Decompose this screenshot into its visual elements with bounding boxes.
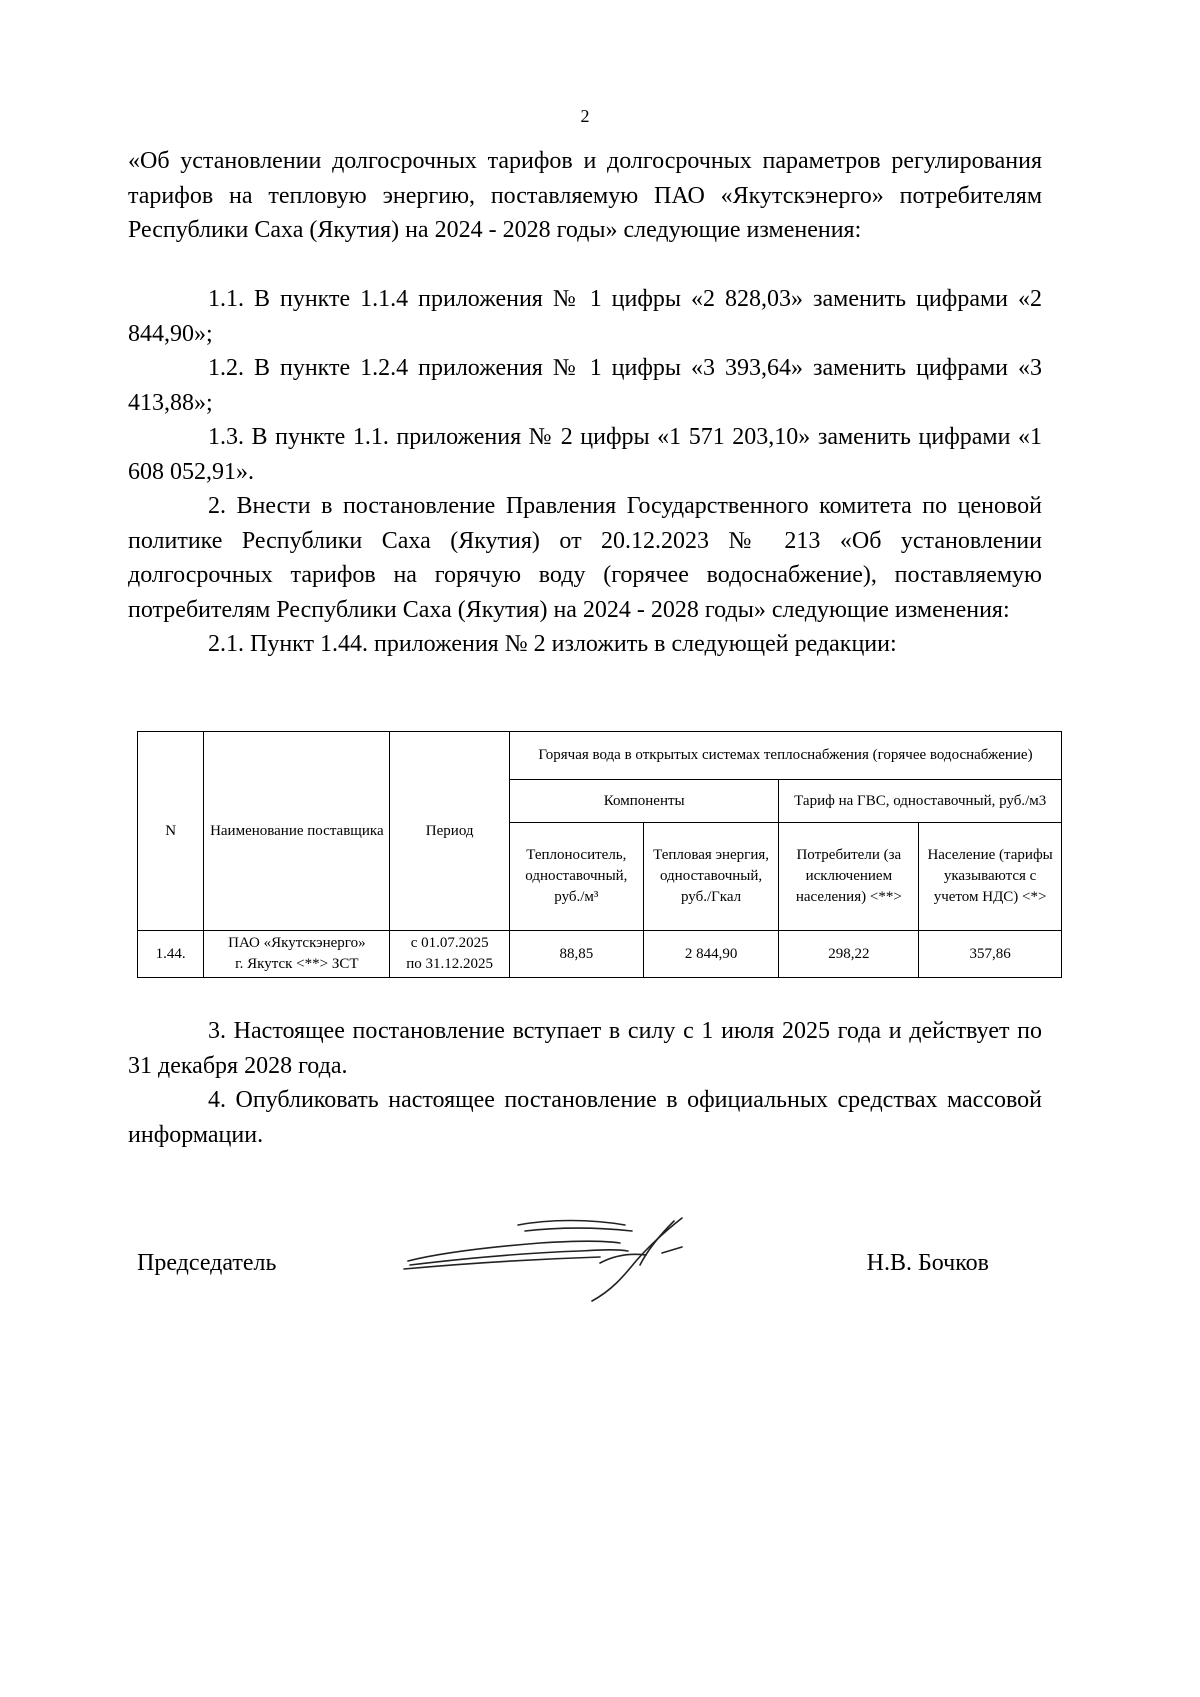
cell-n: 1.44. xyxy=(138,931,204,978)
handwritten-signature xyxy=(400,1213,690,1305)
cell-heat: 2 844,90 xyxy=(643,931,779,978)
header-period: Период xyxy=(390,732,510,931)
header-n: N xyxy=(138,732,204,931)
item-1-3: 1.3. В пункте 1.1. приложения № 2 цифры «1 571 203,10» заменить цифрами «1 608 052,91». xyxy=(128,424,1042,485)
cell-period xyxy=(390,931,510,978)
item-1-2: 1.2. В пункте 1.2.4 приложения № 1 цифры «3 393,64» заменить цифрами «3 413,88»; xyxy=(128,355,1042,416)
header-components: Компоненты xyxy=(509,780,778,823)
cell-supplier-line2: г. Якутск <**> ЗСТ xyxy=(235,956,359,972)
header-population: Население (тарифы указываются с учетом НДС) <*> xyxy=(919,823,1062,931)
intro-paragraph xyxy=(128,144,1042,248)
item-4: 4. Опубликовать настоящее постановление в официальных средствах массовой информации. xyxy=(128,1087,1042,1148)
cell-period-line2: по 31.12.2025 xyxy=(406,956,494,972)
item-1-1: 1.1. В пункте 1.1.4 приложения № 1 цифры «2 828,03» заменить цифрами «2 844,90»; xyxy=(128,286,1042,347)
cell-carrier: 88,85 xyxy=(509,931,643,978)
header-tariff: Тариф на ГВС, одноставочный, руб./м3 xyxy=(779,780,1062,823)
cell-population: 357,86 xyxy=(919,931,1062,978)
intro-text: «Об установлении долгосрочных тарифов и долгосрочных параметров регулирования тарифов на тепловую энергию, поставляемую ПАО «Якутскэнерго» потребителям Республики Саха (Якутия) на 2024 - 2028 годы» следующие изменения: xyxy=(128,148,1042,243)
header-hot-water-group: Горячая вода в открытых системах теплоснабжения (горячее водоснабжение) xyxy=(509,732,1061,780)
cell-consumers: 298,22 xyxy=(779,931,919,978)
page-number: 2 xyxy=(580,106,590,126)
closing-paragraphs xyxy=(128,1014,1042,1152)
header-carrier: Теплоноситель, одноставочный, руб./м³ xyxy=(509,823,643,931)
cell-period-line1: с 01.07.2025 xyxy=(410,935,489,951)
amendment-items xyxy=(128,282,1042,662)
tariff-table xyxy=(137,731,1062,978)
header-supplier: Наименование поставщика xyxy=(204,732,390,931)
header-heat: Тепловая энергия, одноставочный, руб./Гкал xyxy=(643,823,779,931)
cell-supplier xyxy=(204,931,390,978)
item-2: 2. Внести в постановление Правления Государственного комитета по ценовой политике Республики Саха (Якутия) от 20.12.2023 № 213 «Об установлении долгосрочных тарифов на горячую воду (горячее водоснабжение), поставляемую потребителям Республики Саха (Якутия) на 2024 - 2028 годы» следующие изменения: xyxy=(128,493,1042,623)
item-3: 3. Настоящее постановление вступает в силу с 1 июля 2025 года и действует по 31 декабря 2028 года. xyxy=(128,1018,1042,1079)
signature-name: Н.В. Бочков xyxy=(866,1250,989,1276)
table-row xyxy=(138,931,1062,978)
header-consumers: Потребители (за исключением населения) <**> xyxy=(779,823,919,931)
signature-title: Председатель xyxy=(137,1250,277,1276)
cell-supplier-line1: ПАО «Якутскэнерго» xyxy=(228,935,366,951)
item-2-1: 2.1. Пункт 1.44. приложения № 2 изложить в следующей редакции: xyxy=(208,631,897,657)
